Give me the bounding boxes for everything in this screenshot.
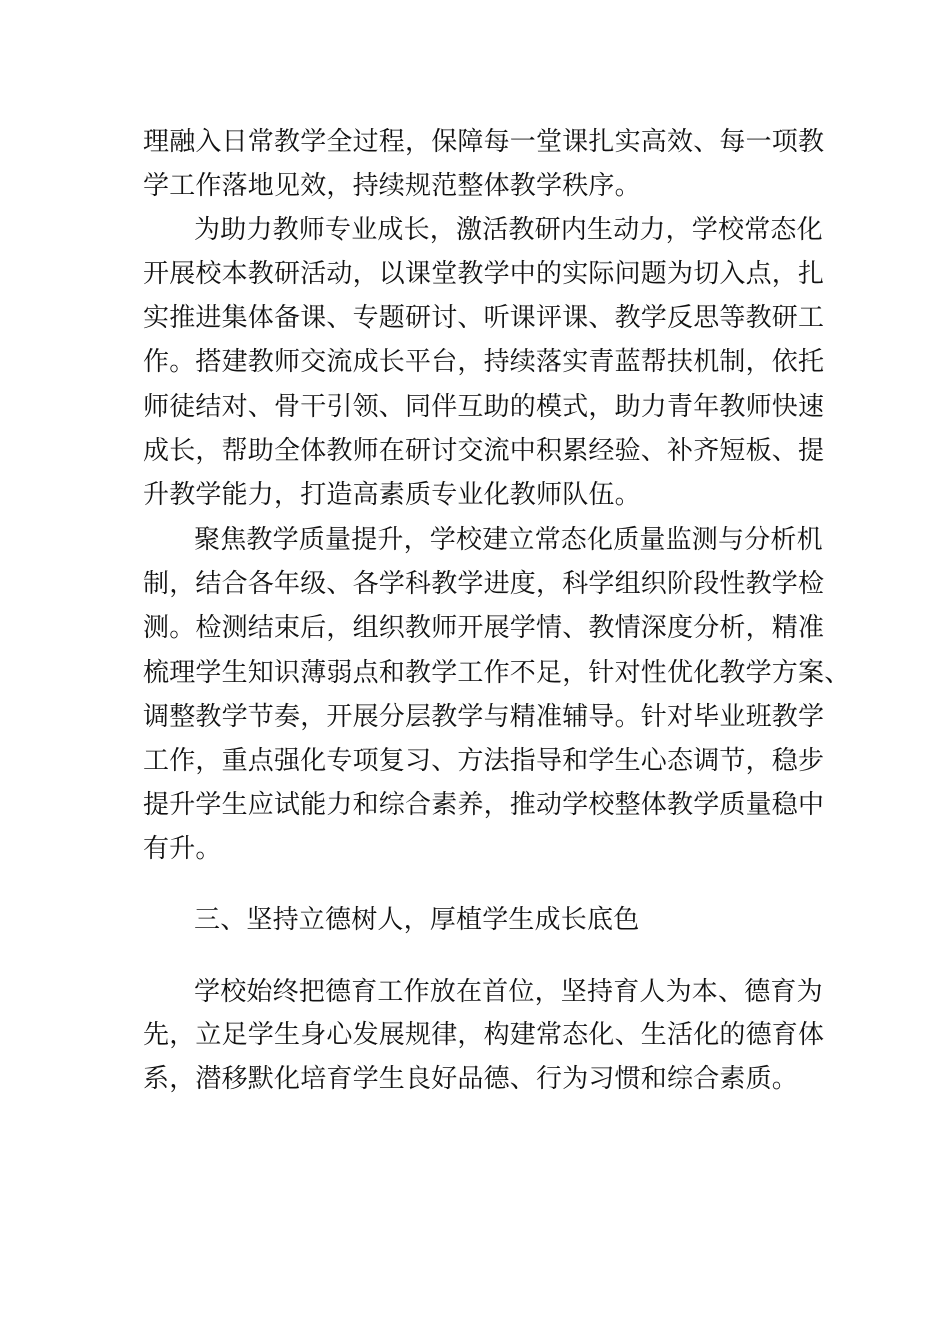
paragraph-line: 学工作落地见效，持续规范整体教学秩序。 [143, 171, 641, 201]
paragraph-line: 系，潜移默化培育学生良好品德、行为习惯和综合素质。 [143, 1064, 799, 1094]
paragraph-line: 理融入日常教学全过程，保障每一堂课扎实高效、每一项教 [143, 127, 825, 157]
paragraph-line: 聚焦教学质量提升，学校建立常态化质量监测与分析机 [194, 525, 823, 555]
paragraph-line: 提升学生应试能力和综合素养，推动学校整体教学质量稳中 [143, 790, 825, 820]
paragraph-line: 有升。 [143, 834, 222, 864]
paragraph-line: 为助力教师专业成长，激活教研内生动力，学校常态化 [194, 215, 823, 245]
paragraph-line: 梳理学生知识薄弱点和教学工作不足，针对性优化教学方案、 [143, 658, 851, 688]
paragraph-line: 作。搭建教师交流成长平台，持续落实青蓝帮扶机制，依托 [143, 347, 825, 377]
section-heading: 三、坚持立德树人，厚植学生成长底色 [194, 905, 640, 935]
paragraph-line: 实推进集体备课、专题研讨、听课评课、教学反思等教研工 [143, 303, 825, 333]
paragraph-line: 测。检测结束后，组织教师开展学情、教情深度分析，精准 [143, 613, 825, 643]
paragraph-line: 工作，重点强化专项复习、方法指导和学生心态调节，稳步 [143, 746, 825, 776]
paragraph-line: 开展校本教研活动，以课堂教学中的实际问题为切入点，扎 [143, 259, 825, 289]
paragraph-line: 成长，帮助全体教师在研讨交流中积累经验、补齐短板、提 [143, 436, 825, 466]
paragraph-line: 调整教学节奏，开展分层教学与精准辅导。针对毕业班教学 [143, 702, 825, 732]
paragraph-line: 先，立足学生身心发展规律，构建常态化、生活化的德育体 [143, 1020, 825, 1050]
paragraph-line: 升教学能力，打造高素质专业化教师队伍。 [143, 480, 641, 510]
paragraph-line: 学校始终把德育工作放在首位，坚持育人为本、德育为 [194, 977, 823, 1007]
paragraph-line: 制，结合各年级、各学科教学进度，科学组织阶段性教学检 [143, 569, 825, 599]
paragraph-line: 师徒结对、骨干引领、同伴互助的模式，助力青年教师快速 [143, 392, 825, 422]
